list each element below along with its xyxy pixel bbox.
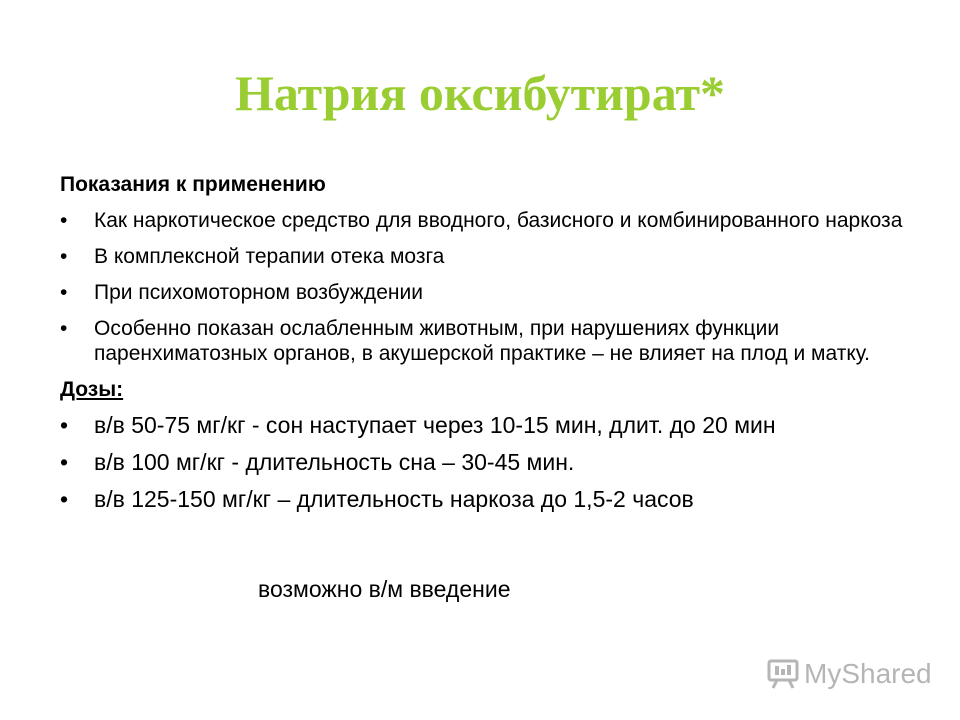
doses-heading: Дозы: — [60, 378, 124, 401]
doses-note: возможно в/м введение — [258, 576, 511, 602]
bullet: • — [60, 486, 69, 512]
bullet: • — [60, 245, 68, 268]
doses-list — [60, 411, 920, 513]
list-item — [60, 411, 920, 439]
list-item-text: В комплексной терапии отека мозга — [94, 245, 445, 268]
bullet: • — [60, 281, 68, 304]
list-item-text: Как наркотическое средство для вводного, базисного и комбинированного наркоза — [94, 209, 903, 232]
slide-body — [60, 172, 920, 522]
slide-title: Натрия оксибутират* — [234, 65, 726, 121]
list-item-text: в/в 125-150 мг/кг – длительность наркоза до 1,5-2 часов — [94, 486, 694, 512]
indications-list — [60, 208, 920, 366]
list-item — [60, 244, 920, 269]
list-item — [60, 316, 920, 366]
list-item-text: При психомоторном возбуждении — [94, 281, 423, 304]
bullet: • — [60, 209, 68, 232]
presentation-board-icon — [766, 658, 800, 690]
list-item-text: Особенно показан ослабленным животным, при нарушениях функции паренхиматозных органов, в акушерской практике – не влияет на плод и матку. — [94, 317, 870, 365]
bullet: • — [60, 412, 69, 438]
indications-heading: Показания к применению — [60, 173, 326, 196]
bullet: • — [60, 449, 69, 475]
watermark-text: MyShared — [804, 658, 932, 689]
list-item — [60, 448, 920, 476]
list-item — [60, 485, 920, 513]
list-item — [60, 208, 920, 233]
bullet: • — [60, 317, 68, 340]
list-item — [60, 280, 920, 305]
watermark-logo — [766, 654, 932, 694]
list-item-text: в/в 100 мг/кг - длительность сна – 30-45 мин. — [94, 449, 575, 475]
list-item-text: в/в 50-75 мг/кг - сон наступает через 10-15 мин, длит. до 20 мин — [94, 412, 776, 438]
